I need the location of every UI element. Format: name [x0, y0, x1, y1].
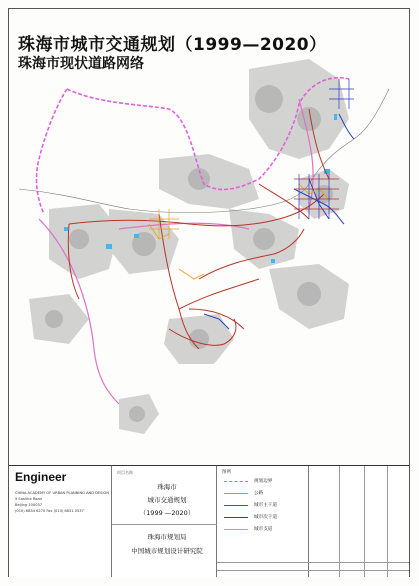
- legend-item-highway: [222, 488, 307, 499]
- legend-swatch: [224, 505, 248, 506]
- legend-item-secondary-road: [222, 512, 307, 523]
- legend-item-main-road: [222, 500, 307, 511]
- org-planning-bureau: 珠海市规划局: [147, 533, 187, 541]
- title-block: [9, 465, 409, 577]
- project-years: （1999 —2020）: [139, 509, 195, 517]
- map-subtitle: 珠海市现状道路网络: [18, 56, 144, 72]
- grid-line: [217, 562, 409, 563]
- legend-swatch: [224, 517, 248, 518]
- firm-address: [15, 490, 115, 514]
- grid-line: [364, 466, 365, 577]
- legend-label: 城市主干道: [254, 503, 277, 508]
- org-design-institute: 中国城市规划设计研究院: [131, 547, 203, 555]
- legend-swatch: [224, 481, 248, 482]
- legend-item-branch-road: [222, 524, 307, 535]
- firm-line: Beijing 100037: [15, 503, 43, 507]
- divider: [112, 524, 217, 525]
- grid-line: [339, 466, 340, 577]
- legend-label: 公路: [254, 491, 264, 496]
- grid-line: [217, 570, 409, 571]
- map-title: 珠海市城市交通规划（1999—2020）: [18, 35, 327, 55]
- project-name: 城市交通规划: [147, 496, 187, 504]
- project-city: 珠海市: [157, 483, 177, 491]
- legend-swatch: [224, 529, 248, 530]
- client-label: 项目名称: [117, 470, 133, 475]
- firm-line: 9 Sanlihe Road: [15, 497, 42, 501]
- firm-line: (010) 6834 6270 Fax (010) 6831 0537: [15, 509, 84, 513]
- legend-label: 城市支道: [254, 527, 273, 532]
- legend-title: 图例: [222, 470, 231, 475]
- legend-label: 规划边界: [254, 479, 273, 484]
- map-canvas: [9, 9, 409, 465]
- legend-item-boundary: [222, 476, 307, 487]
- legend-label: 城市次干道: [254, 515, 277, 520]
- firm-name: Engineer: [15, 470, 67, 484]
- grid-line: [387, 466, 388, 577]
- firm-line: CHINA ACADEMY OF URBAN PLANNING AND DESIGN: [15, 491, 109, 495]
- legend-swatch: [224, 493, 248, 494]
